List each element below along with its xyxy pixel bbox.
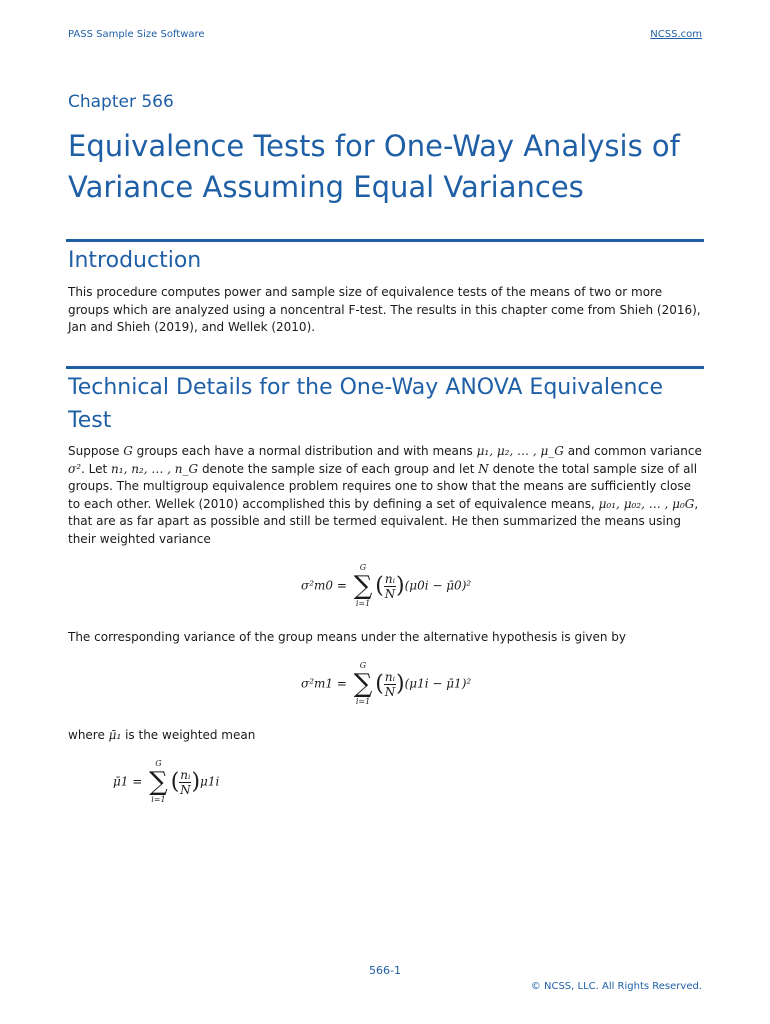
chapter-label: Chapter 566 xyxy=(68,92,174,112)
intro-paragraph: This procedure computes power and sample size of equivalence tests of the means of two or more groups which are analyzed using a noncentral F-test. The results in this chapter come from Shieh (2016), Jan and Shieh (2019), and Wellek (2010). xyxy=(68,285,701,334)
equation-weighted-variance-null: σ²m0 = G ∑ i=1 ( $\frac{\text{nᵢ}}{N}$ )(μ0i − μ̄0)² xyxy=(301,563,472,608)
technical-paragraph-3: where μ̄₁ is the weighted mean xyxy=(68,728,256,742)
equation-weighted-mean: μ̄1 = G ∑ i=1 ( $\frac{\text{nᵢ}}{N}$ )μ1i xyxy=(113,759,220,804)
section-divider xyxy=(66,239,704,242)
technical-paragraph-2: The corresponding variance of the group means under the alternative hypothesis is given by xyxy=(68,630,627,644)
copyright-notice: © NCSS, LLC. All Rights Reserved. xyxy=(530,981,702,992)
technical-paragraph-1: Suppose G groups each have a normal distribution and with means μ₁, μ₂, … , μ_G and common variance σ². Let n₁, n₂, … , n_G denote the sample size of each group and let N denote the total sample size of all groups. The multigroup equivalence problem requires one to show that the means are sufficiently close to each other. Wellek (2010) accomplished this by defining a set of equivalence means, μ₀₁, μ₀₂, … , μ₀G, that are as far apart as possible and still be termed equivalent. He then summarized the means using their weighted variance xyxy=(68,444,702,546)
technical-heading: Technical Details for the One-Way ANOVA Equivalence Test xyxy=(68,375,664,433)
header-software-name: PASS Sample Size Software xyxy=(68,29,205,40)
page-title: Equivalence Tests for One-Way Analysis of Variance Assuming Equal Variances xyxy=(68,129,680,204)
section-divider xyxy=(66,366,704,369)
page-number: 566-1 xyxy=(369,964,401,977)
equation-weighted-variance-alt: σ²m1 = G ∑ i=1 ( $\frac{\text{nᵢ}}{N}$ )(μ1i − μ̄1)² xyxy=(301,661,472,706)
intro-heading: Introduction xyxy=(68,248,202,273)
header-site-link[interactable]: NCSS.com xyxy=(650,29,702,40)
